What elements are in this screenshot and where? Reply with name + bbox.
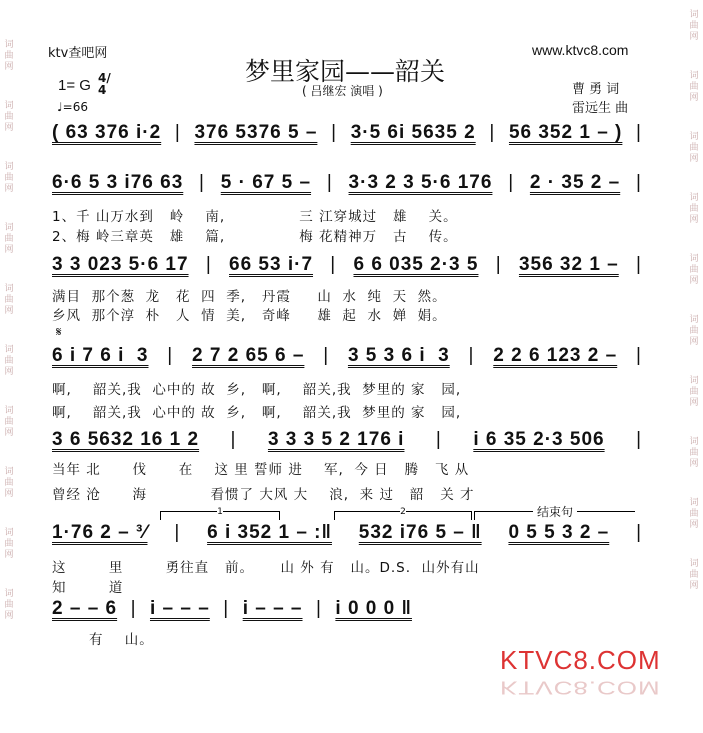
measure: 2 2 6 123 2 – [493,345,618,366]
ktvc8-logo: KTVC8.COM [500,645,661,675]
barline: | [174,522,181,543]
barline: | [230,429,237,450]
lyric-line: 2、梅 岭三章英 雄 篇, 梅 花精神万 古 传。 [52,229,458,245]
composer: 雷远生 曲 [572,101,629,116]
barline: | [636,122,642,143]
score-row-6 [52,522,642,544]
barline: | [636,522,642,543]
barline: | [223,598,230,619]
barline: | [331,122,338,143]
barline: | [489,122,496,143]
measure: 3 3 3 5 2 176 i [267,429,405,450]
measure: 0 5 5 3 2 – [508,522,610,543]
barline: | [635,172,642,193]
measure: i – – – [242,598,303,619]
barline: | [315,598,322,619]
score-row-2 [52,172,642,194]
watermark-right: 词曲网 词曲网 词曲网 词曲网 词曲网 词曲网 词曲网 词曲网 词曲网 词曲网 [689,10,699,591]
measure: 356 32 1 – [518,254,619,275]
score-row-3 [52,254,642,276]
watermark-left: 词曲网 词曲网 词曲网 词曲网 词曲网 词曲网 词曲网 词曲网 词曲网 词曲网 [4,40,14,621]
barline: | [636,345,642,366]
measure: 3·3 2 3 5·6 176 [348,172,493,193]
lyric-line: 这 里 勇往直 前。 山 外 有 山。D.S. 山外有山 [52,560,480,576]
barline: | [495,254,502,275]
score-row-4 [52,345,642,367]
measure: ( 63 376 i·2 [52,122,162,143]
measure: 5 · 67 5 – [220,172,312,193]
barline: | [199,172,205,193]
lyric-line: 当年 北 伐 在 这 里 誓师 进 军, 今 日 腾 飞 从 [52,462,470,478]
lyric-line: 啊, 韶关,我 心中的 故 乡, 啊, 韶关,我 梦里的 家 园, [52,382,462,398]
measure: 3 5 3 6 i 3 [347,345,450,366]
barline: | [130,598,137,619]
time-signature: 4/4 [98,71,111,97]
measure: 56 352 1 – ) [508,122,623,143]
lyric-line: 满目 那个葱 龙 花 四 季, 丹霞 山 水 纯 天 然。 [52,289,447,305]
barline: | [323,345,330,366]
lyric-line: 知 道 [52,580,124,596]
lyric-line: 有 山。 [52,632,154,648]
measure: i – – – [149,598,210,619]
volta-1: 1 [160,511,280,520]
measure: 3·5 6i 5635 2 [350,122,476,143]
volta-2: 2 [334,511,472,520]
key-signature: 1= G [58,77,91,94]
measure: 376 5376 5 – [194,122,318,143]
measure: 1·76 2 – ³⁄ [52,522,148,543]
lyricist: 曹 勇 词 [572,82,620,97]
score-row-7 [52,598,412,620]
barline: | [636,254,642,275]
singer: ( 吕继宏 演唱 ) [302,84,383,98]
barline: | [326,172,333,193]
barline: | [330,254,337,275]
measure: 2 7 2 65 6 – [192,345,305,366]
lyric-line: 曾经 沧 海 看惯了 大风 大 浪, 来 过 韶 关 才 [52,487,475,503]
measure: 66 53 i·7 [229,254,314,275]
site-url[interactable]: www.ktvc8.com [532,42,629,58]
lyric-line: 乡风 那个淳 朴 人 情 美, 奇峰 雄 起 水 婵 娟。 [52,308,447,324]
barline: | [508,172,515,193]
measure: 6 i 7 6 i 3 [52,345,149,366]
measure: 6·6 5 3 i76 63 [52,172,184,193]
tempo: ♩=66 [57,100,88,114]
lyric-line: 啊, 韶关,我 心中的 故 乡, 啊, 韶关,我 梦里的 家 园, [52,405,462,421]
barline: | [468,345,475,366]
logo-reflection: KTVC8.COM [500,677,661,699]
measure: i 6 35 2·3 506 [473,429,605,450]
ending-bracket: 结束句 [474,511,635,520]
site-name: ktv查吧网 [48,46,108,61]
measure: 3 6 5632 16 1 2 [52,429,200,450]
measure: 6 6 035 2·3 5 [353,254,479,275]
song-title: 梦里家园——韶关 [245,57,446,86]
measure: i 0 0 0 ‖ [335,598,412,619]
barline: | [636,429,642,450]
measure: 2 · 35 2 – [529,172,621,193]
measure: 532 i76 5 – ‖ [358,522,482,543]
barline: | [435,429,442,450]
barline: | [174,122,181,143]
barline: | [205,254,212,275]
score-row-1 [52,122,642,144]
barline: | [167,345,174,366]
measure: 3 3 023 5·6 17 [52,254,189,275]
measure: 6 i 352 1 – :‖ [207,522,332,543]
measure: 2 – – 6 [52,598,118,619]
lyric-line: 1、千 山万水到 岭 南, 三 江穿城过 雄 关。 [52,209,458,225]
segno-sign: 𝄋 [56,325,62,340]
score-row-5 [52,429,642,451]
